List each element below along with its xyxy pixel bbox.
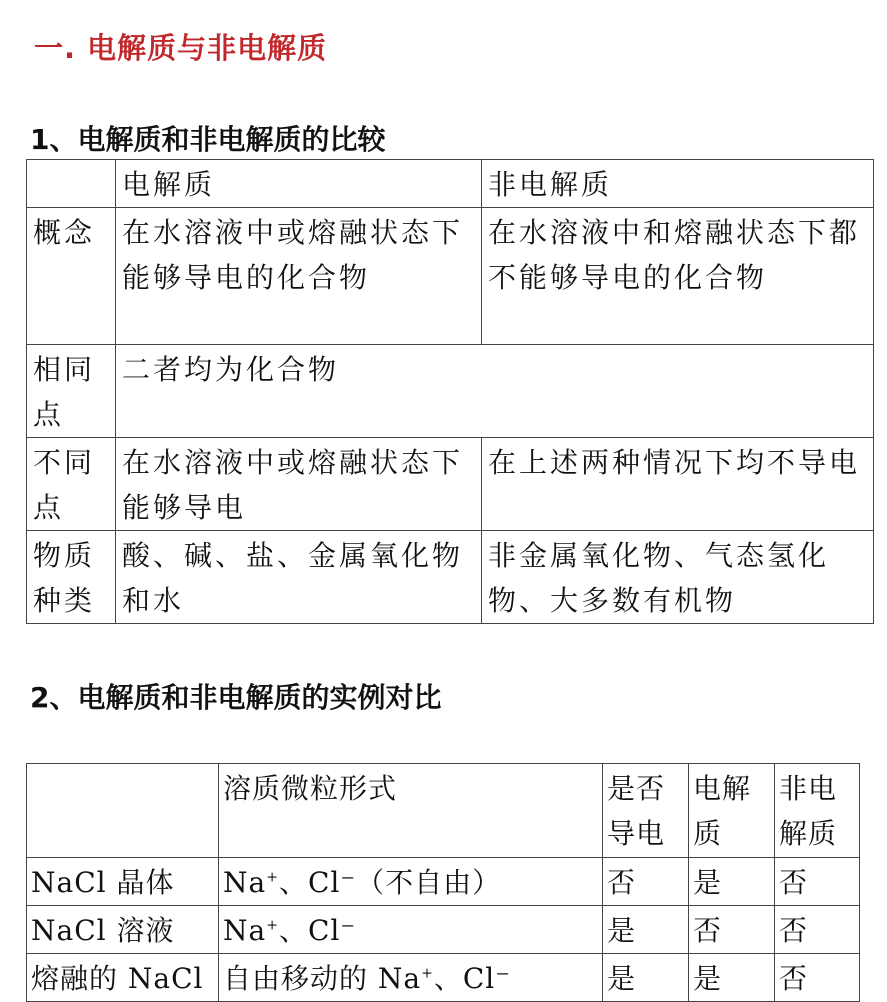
electrolyte-cell: 否: [689, 906, 775, 954]
electrolyte-cell: 在水溶液中或熔融状态下能够导电的化合物: [116, 208, 482, 345]
particles-cell: 自由移动的 Na+、Cl⁻: [219, 954, 603, 1002]
substance-cell: 熔融的 NaCl: [27, 954, 219, 1002]
header-cell: [27, 160, 116, 208]
table-row: [27, 531, 874, 624]
particles-cell: Na+、Cl⁻: [219, 906, 603, 954]
table-header-row: [27, 160, 874, 208]
conductive-cell: 是: [603, 906, 689, 954]
electrolyte-cell: 在水溶液中或熔融状态下能够导电: [116, 438, 482, 531]
table-row: [27, 345, 874, 438]
nonelectrolyte-cell: 否: [775, 858, 860, 906]
table-row: [27, 438, 874, 531]
electrolyte-cell: 是: [689, 954, 775, 1002]
nonelectrolyte-cell: 否: [775, 906, 860, 954]
table-row: [27, 954, 860, 1002]
conductive-cell: 是: [603, 954, 689, 1002]
particles-cell: Na+、Cl⁻（不自由）: [219, 858, 603, 906]
nonelectrolyte-cell: 非金属氧化物、气态氢化物、大多数有机物: [482, 531, 874, 624]
page-heading: 一. 电解质与非电解质: [34, 31, 328, 65]
electrolyte-cell: 酸、碱、盐、金属氧化物和水: [116, 531, 482, 624]
table-row: [27, 208, 874, 345]
common-cell: 二者均为化合物: [116, 345, 874, 438]
table-row: [27, 858, 860, 906]
example-table: [26, 763, 860, 1002]
header-cell: [27, 764, 219, 858]
header-cell: 是否导电: [603, 764, 689, 858]
header-cell: 溶质微粒形式: [219, 764, 603, 858]
nonelectrolyte-cell: 在水溶液中和熔融状态下都不能够导电的化合物: [482, 208, 874, 345]
header-cell: 非电解质: [775, 764, 860, 858]
substance-cell: NaCl 溶液: [27, 906, 219, 954]
row-label: 概念: [27, 208, 116, 345]
header-cell: 非电解质: [482, 160, 874, 208]
section1-title: 1、电解质和非电解质的比较: [30, 123, 386, 156]
row-label: 相同点: [27, 345, 116, 438]
table-row: [27, 906, 860, 954]
electrolyte-cell: 是: [689, 858, 775, 906]
header-cell: 电解质: [116, 160, 482, 208]
comparison-table: [26, 159, 874, 624]
substance-cell: NaCl 晶体: [27, 858, 219, 906]
nonelectrolyte-cell: 在上述两种情况下均不导电: [482, 438, 874, 531]
section2-title: 2、电解质和非电解质的实例对比: [30, 681, 442, 714]
nonelectrolyte-cell: 否: [775, 954, 860, 1002]
row-label: 物质种类: [27, 531, 116, 624]
conductive-cell: 否: [603, 858, 689, 906]
header-cell: 电解质: [689, 764, 775, 858]
row-label: 不同点: [27, 438, 116, 531]
table-header-row: [27, 764, 860, 858]
